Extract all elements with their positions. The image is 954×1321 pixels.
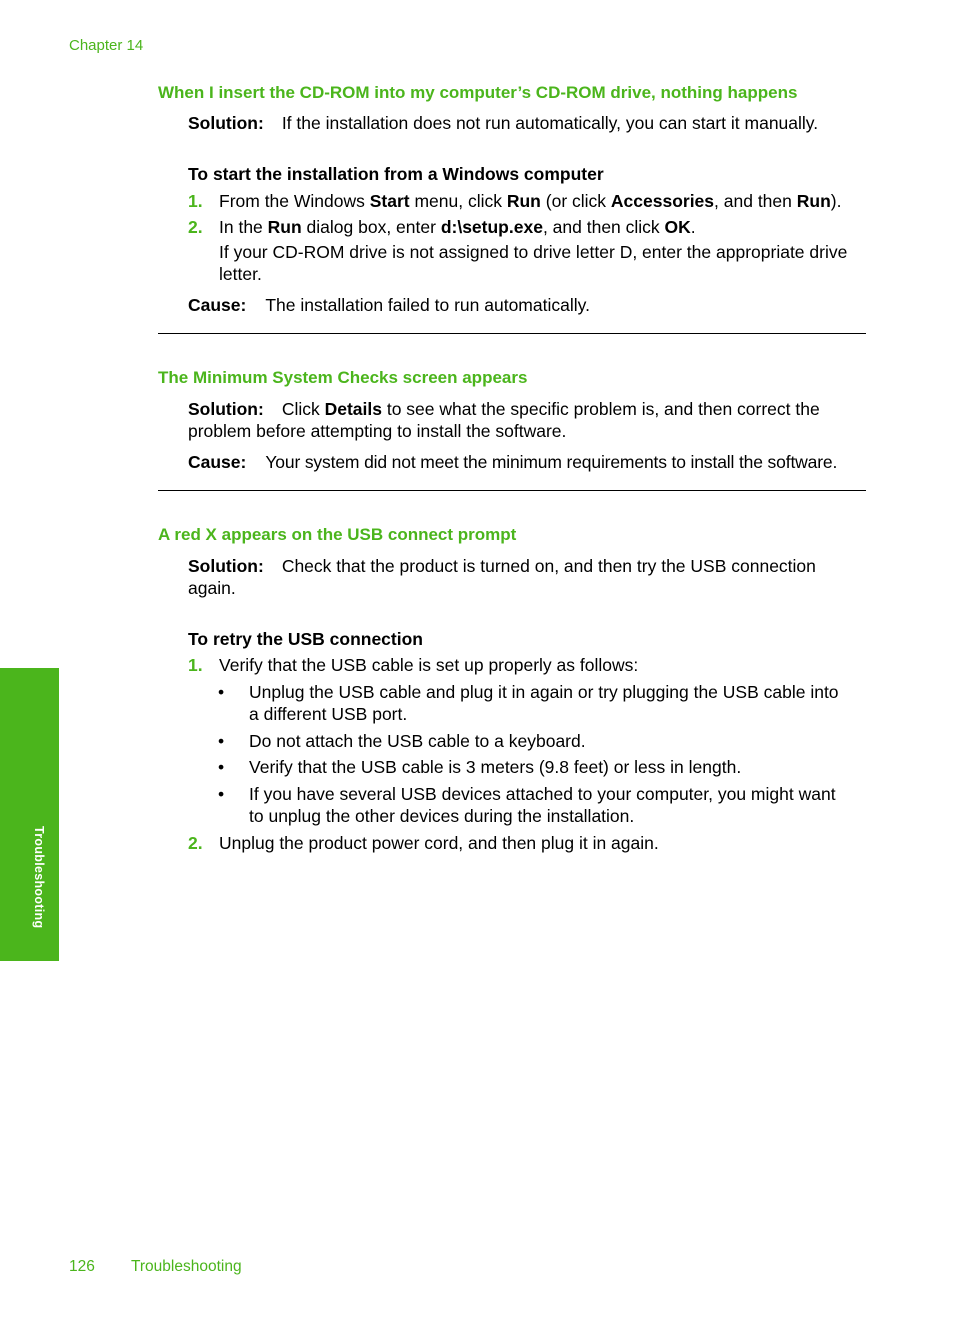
cause-paragraph <box>188 451 837 473</box>
procedure-title: To start the installation from a Windows computer <box>188 164 604 184</box>
step-text: In the Run dialog box, enter d:\setup.exe, and then click OK. <box>219 217 696 237</box>
section-heading-cdrom: When I insert the CD-ROM into my computer’s CD-ROM drive, nothing happens <box>158 83 798 102</box>
bullet: • <box>218 731 225 751</box>
bullet: • <box>218 682 225 702</box>
step-number: 1. <box>188 191 203 211</box>
side-tab-label: Troubleshooting <box>32 826 46 929</box>
solution-text: Check that the product is turned on, and then try the USB connection <box>281 556 816 576</box>
bullet-text: to unplug the other devices during the installation. <box>249 806 635 826</box>
chapter-label: Chapter 14 <box>69 37 144 54</box>
footer-section: Troubleshooting <box>131 1258 242 1275</box>
step-text: Verify that the USB cable is set up properly as follows: <box>219 655 639 675</box>
bullet: • <box>218 784 225 804</box>
section-heading-usb-red-x: A red X appears on the USB connect prompt <box>158 525 517 544</box>
solution-label: Solution: <box>188 556 264 576</box>
step-note: If your CD-ROM drive is not assigned to drive letter D, enter the appropriate drive <box>219 242 848 262</box>
page-number: 126 <box>69 1258 95 1275</box>
solution-text-continued: problem before attempting to install the software. <box>188 421 567 441</box>
cause-label: Cause: <box>188 452 247 472</box>
cause-text: Your system did not meet the minimum requirements to install the software. <box>265 452 838 472</box>
solution-paragraph <box>188 112 818 134</box>
bullet: • <box>218 757 225 777</box>
section-divider <box>158 490 866 491</box>
procedure-title: To retry the USB connection <box>188 629 423 649</box>
bullet-text: If you have several USB devices attached to your computer, you might want <box>249 784 836 804</box>
step-number: 2. <box>188 833 203 853</box>
step-number: 1. <box>188 655 203 675</box>
cause-label: Cause: <box>188 295 247 315</box>
solution-label: Solution: <box>188 399 264 419</box>
solution-label: Solution: <box>188 113 264 133</box>
bullet-text: Verify that the USB cable is 3 meters (9.8 feet) or less in length. <box>249 757 742 777</box>
solution-paragraph <box>188 555 816 577</box>
solution-text-continued: again. <box>188 578 236 598</box>
section-heading-system-checks: The Minimum System Checks screen appears <box>158 368 528 387</box>
step-number: 2. <box>188 217 203 237</box>
bullet-text: Do not attach the USB cable to a keyboard. <box>249 731 586 751</box>
step-text: From the Windows Start menu, click Run (or click Accessories, and then Run). <box>219 191 842 211</box>
solution-paragraph: Solution: Click Details to see what the specific problem is, and then correct the <box>188 399 820 419</box>
section-divider <box>158 333 866 334</box>
cause-text: The installation failed to run automatically. <box>265 295 590 315</box>
solution-text: If the installation does not run automatically, you can start it manually. <box>281 113 819 133</box>
step-note: letter. <box>219 264 262 284</box>
bullet-text: Unplug the USB cable and plug it in again or try plugging the USB cable into <box>249 682 839 702</box>
cause-paragraph <box>188 294 590 316</box>
step-text: Unplug the product power cord, and then plug it in again. <box>219 833 659 853</box>
bullet-text: a different USB port. <box>249 704 408 724</box>
